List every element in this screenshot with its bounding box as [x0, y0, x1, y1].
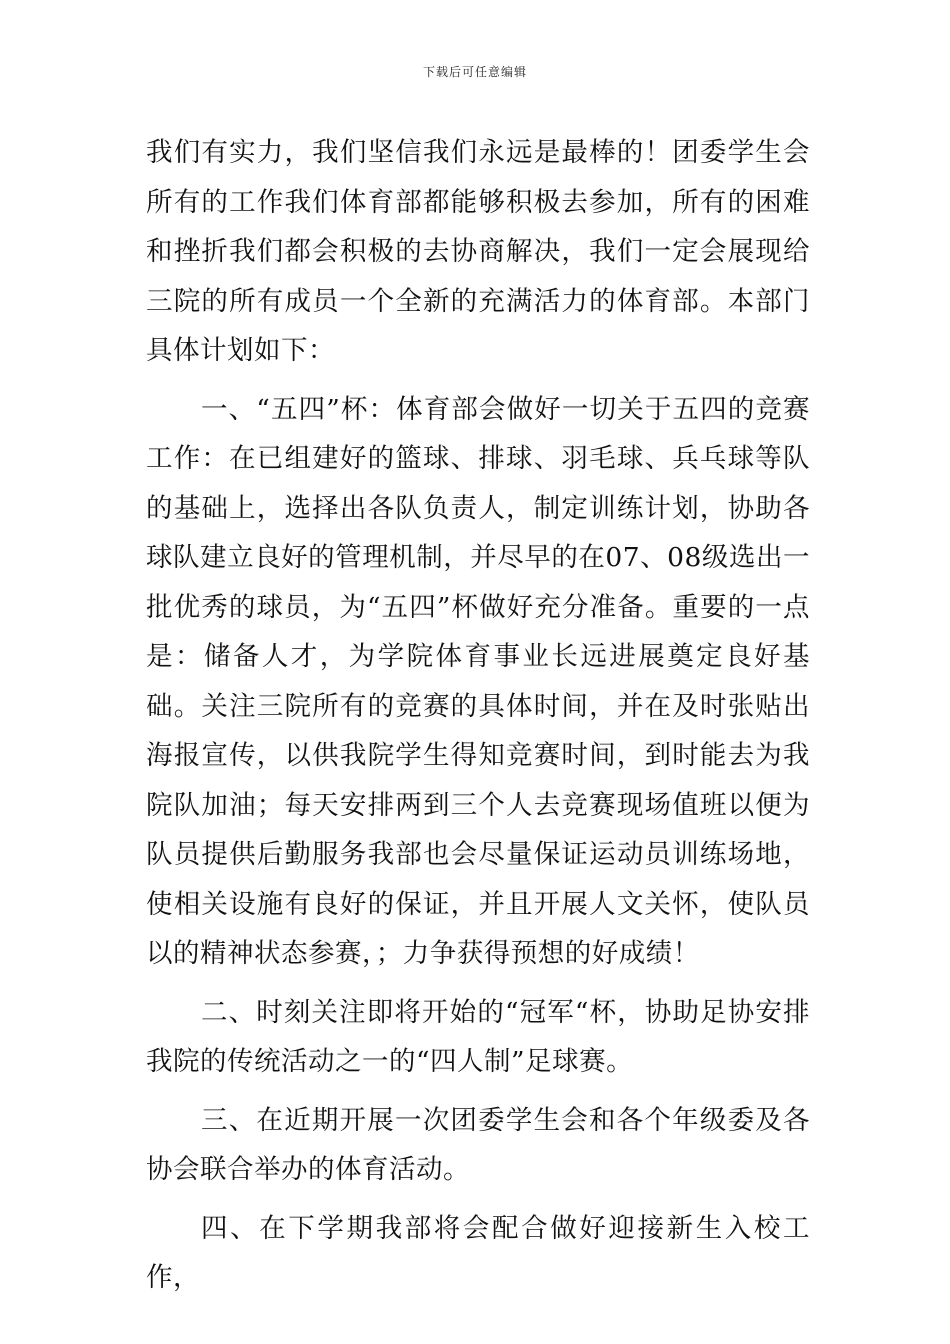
paragraph-item-2: 二、时刻关注即将开始的“冠军“杯，协助足协安排我院的传统活动之一的“四人制”足球赛。: [146, 996, 810, 1077]
document-body: [146, 128, 810, 1303]
paragraph-item-3: 三、在近期开展一次团委学生会和各个年级委及各协会联合举办的体育活动。: [146, 1104, 810, 1185]
paragraph-intro: 我们有实力，我们坚信我们永远是最棒的！团委学生会所有的工作我们体育部都能够积极去参加，所有的困难和挫折我们都会积极的去协商解决，我们一定会展现给三院的所有成员一个全新的充满活力的体育部。本部门具体计划如下：: [146, 137, 810, 366]
page-header-note: 下载后可任意编辑: [422, 65, 527, 79]
paragraph-item-1: 一、“五四”杯：体育部会做好一切关于五四的竞赛工作：在已组建好的篮球、排球、羽毛球、兵乓球等队的基础上，选择出各队负责人，制定训练计划，协助各球队建立良好的管理机制，并尽早的在07、08级选出一批优秀的球员，为“五四”杯做好充分准备。重要的一点是：储备人才，为学院体育事业长远进展奠定良好基础。关注三院所有的竞赛的具体时间，并在及时张贴出海报宣传，以供我院学生得知竞赛时间，到时能去为我院队加油；每天安排两到三个人去竞赛现场值班以便为队员提供后勤服务我部也会尽量保证运动员训练场地，使相关设施有良好的保证，并且开展人文关怀，使队员以的精神状态参赛，；力争获得预想的好成绩！: [146, 393, 810, 969]
paragraph-item-4: 四、在下学期我部将会配合做好迎接新生入校工作，: [146, 1212, 810, 1293]
